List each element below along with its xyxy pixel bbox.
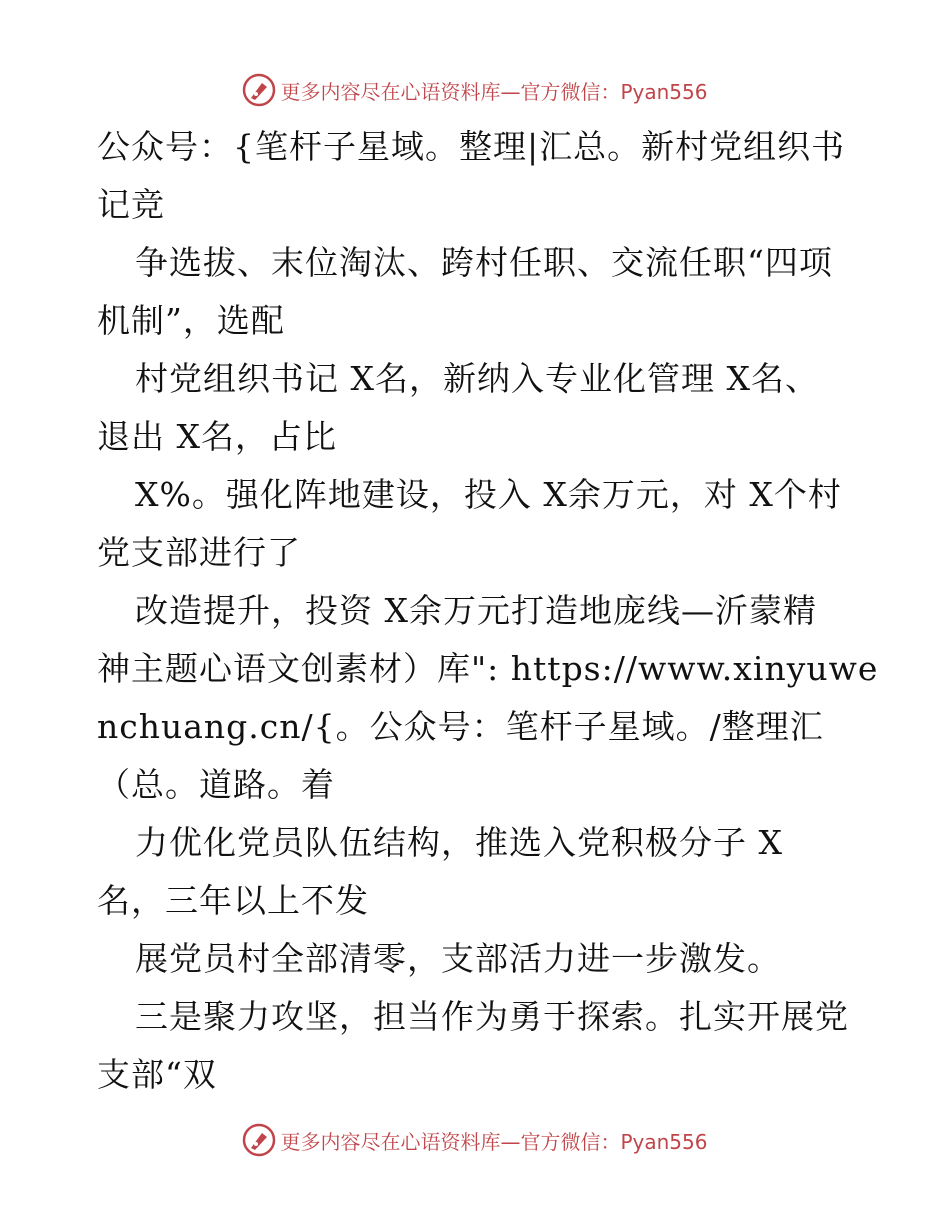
- footer-banner: [0, 1120, 950, 1160]
- text-line: 改造提升，投资 X余万元打造地庞线—沂蒙精: [135, 591, 817, 630]
- text-line: 公众号：{笔杆子星域。整理|汇总。新村党组织书: [97, 127, 846, 166]
- text-line: 展党员村全部清零，支部活力进一步激发。: [135, 939, 781, 978]
- text-line: 名，三年以上不发: [97, 881, 369, 920]
- document-body: [97, 118, 879, 1104]
- text-line: 力优化党员队伍结构，推选入党积极分子 X: [135, 823, 783, 862]
- text-line: 村党组织书记 X名，新纳入专业化管理 X名、: [135, 359, 819, 398]
- footer-banner-text: 更多内容尽在心语资料库—官方微信：Pyan556: [280, 1129, 708, 1154]
- text-line: 争选拔、末位淘汰、跨村任职、交流任职“四项: [135, 243, 833, 282]
- pen-nib-icon: [242, 1123, 276, 1157]
- text-line: （总。道路。着: [97, 765, 335, 804]
- text-line: 记竞: [97, 185, 165, 224]
- pen-nib-icon: [242, 73, 276, 107]
- text-line: 退出 X名，占比: [97, 417, 337, 456]
- text-line: nchuang.cn/{。公众号：笔杆子星域。/整理汇: [97, 707, 824, 746]
- text-line: 支部“双: [97, 1055, 217, 1094]
- text-line: 党支部进行了: [97, 533, 301, 572]
- text-line: 三是聚力攻坚，担当作为勇于探索。扎实开展党: [135, 997, 849, 1036]
- header-banner: [0, 70, 950, 110]
- text-line: 机制”，选配: [97, 301, 285, 340]
- text-line: X%。强化阵地建设，投入 X余万元，对 X个村: [135, 475, 842, 514]
- text-line: 神主题心语文创素材）库": https://www.xinyuwe: [97, 649, 879, 688]
- header-banner-text: 更多内容尽在心语资料库—官方微信：Pyan556: [280, 79, 708, 104]
